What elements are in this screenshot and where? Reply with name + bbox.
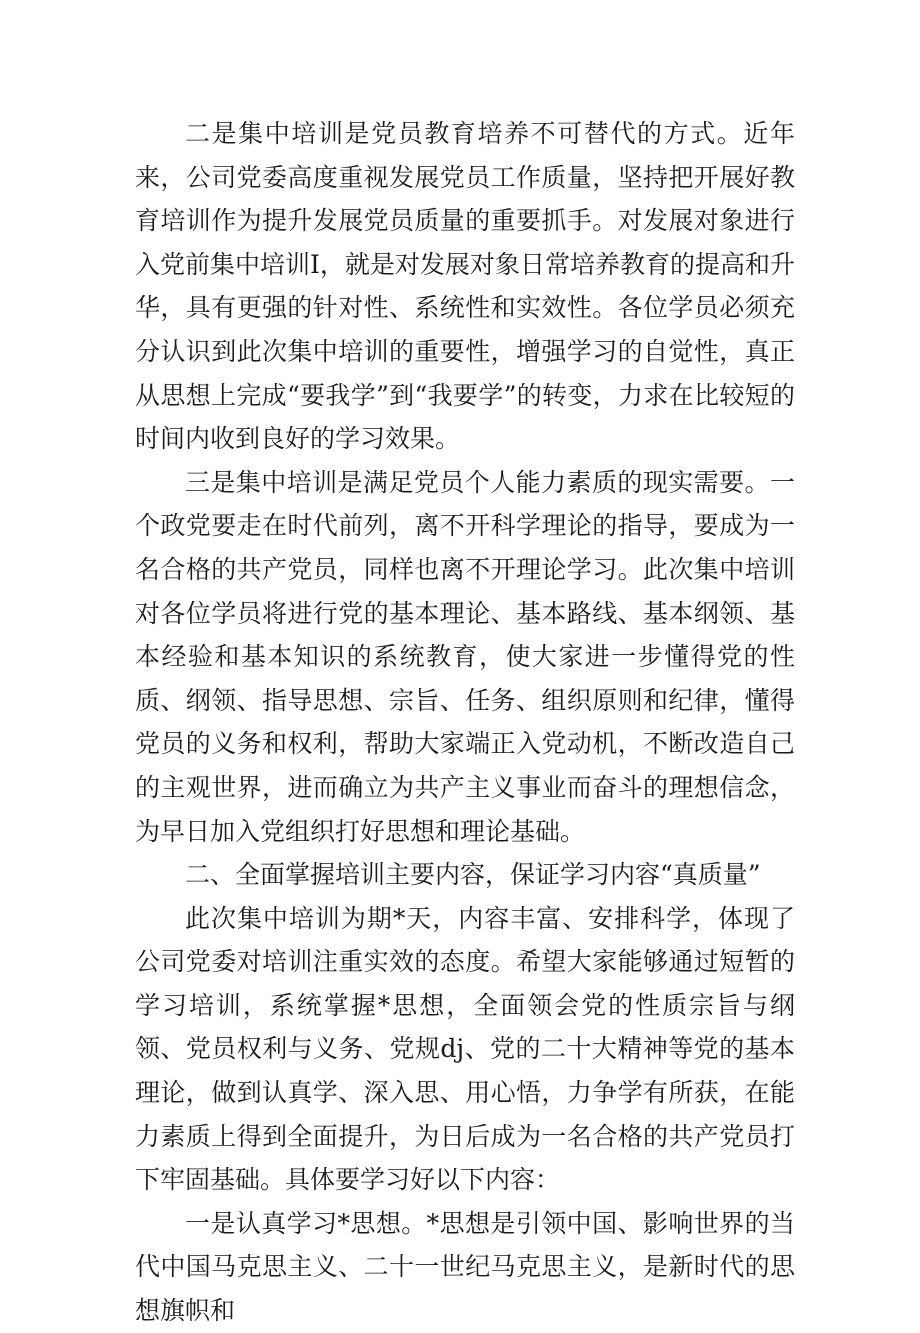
document-body [135, 112, 795, 1333]
section-heading: 二、全面掌握培训主要内容，保证学习内容“真质量” [185, 860, 761, 890]
paragraph-1: 二是集中培训是党员教育培养不可替代的方式。近年来，公司党委高度重视发展党员工作质量，坚持把开展好教育培训作为提升发展党员质量的重要抓手。对发展对象进行入党前集中培训I，就是对发展对象日常培养教育的提高和升华，具有更强的针对性、系统性和实效性。各位学员必须充分认识到此次集中培训的重要性，增强学习的自觉性，真正从思想上完成“要我学”到“我要学”的转变，力求在比较短的时间内收到良好的学习效果。 [135, 119, 795, 454]
paragraph-3: 此次集中培训为期*天，内容丰富、安排科学，体现了公司党委对培训注重实效的态度。希望大家能够通过短暂的学习培训，系统掌握*思想，全面领会党的性质宗旨与纲领、党员权利与义务、党规dj、党的二十大精神等党的基本理论，做到认真学、深入思、用心悟，力争学有所获，在能力素质上得到全面提升，为日后成为一名合格的共产党员打下牢固基础。具体要学习好以下内容： [135, 903, 795, 1195]
paragraph-4: 一是认真学习*思想。*思想是引领中国、影响世界的当代中国马克思主义、二十一世纪马克思主义，是新时代的思想旗帜和 [135, 1208, 795, 1326]
paragraph-2: 三是集中培训是满足党员个人能力素质的现实需要。一个政党要走在时代前列，离不开科学理论的指导，要成为一名合格的共产党员，同样也离不开理论学习。此次集中培训对各位学员将进行党的基本理论、基本路线、基本纲领、基本经验和基本知识的系统教育，使大家进一步懂得党的性质、纲领、指导思想、宗旨、任务、组织原则和纪律，懂得党员的义务和权利，帮助大家端正入党动机，不断改造自己的主观世界，进而确立为共产主义事业而奋斗的理想信念，为早日加入党组织打好思想和理论基础。 [135, 467, 795, 846]
